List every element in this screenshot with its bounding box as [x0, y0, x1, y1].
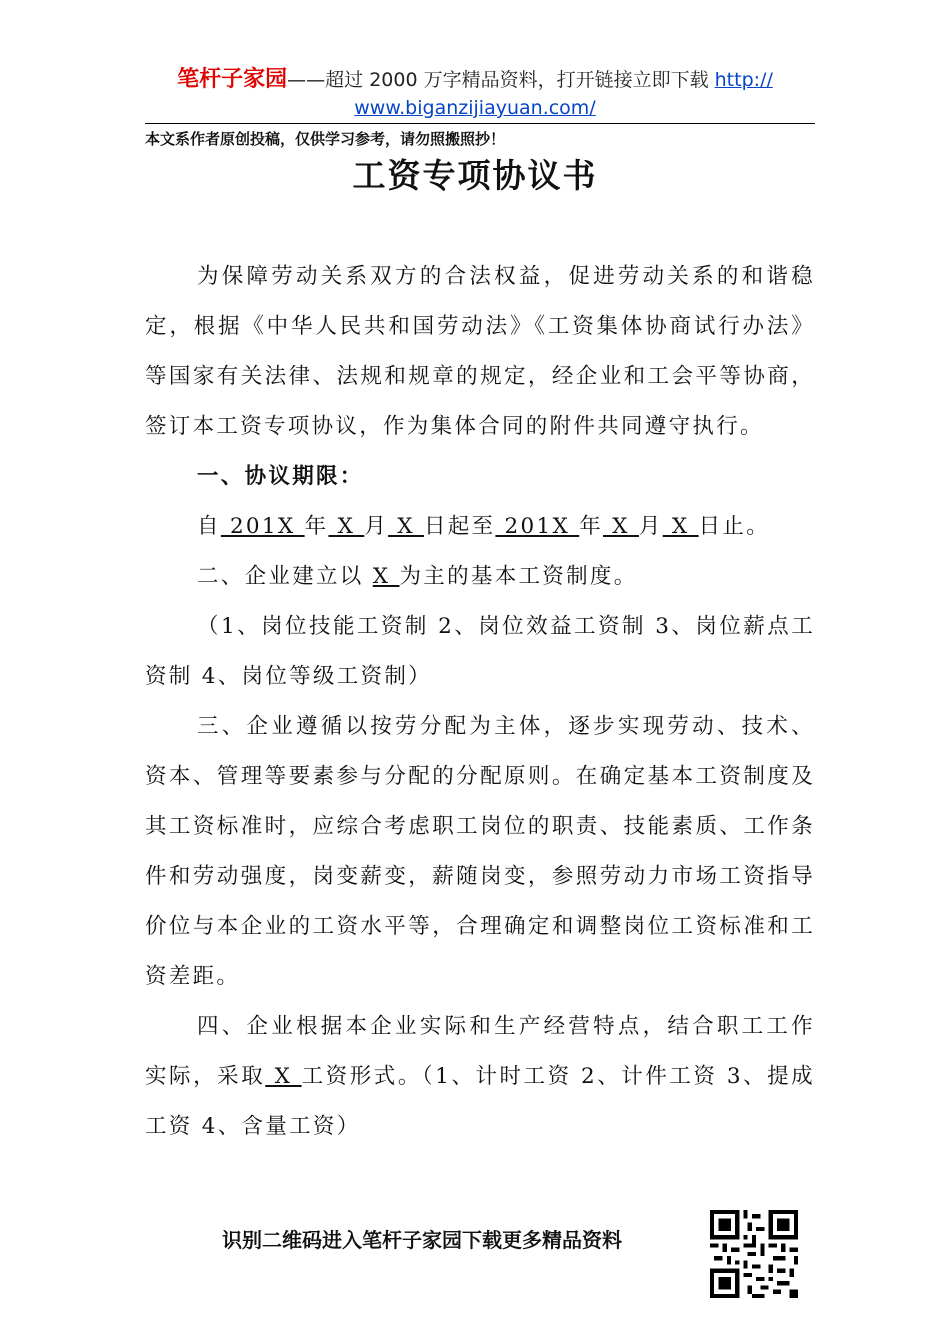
year-label: 年 — [304, 514, 329, 539]
item-4-blank: X — [265, 1064, 302, 1089]
item-4-prefix: 四、企业根据本企业实际和生产经营特点，结合职工工作实际，采取 — [145, 1014, 815, 1089]
section-heading-term: 一、协议期限： — [197, 464, 364, 489]
item-2-options: （1、岗位技能工资制 2、岗位效益工资制 3、岗位薪点工资制 4、岗位等级工资制） — [145, 614, 815, 689]
header-tagline: ——超过 2000 万字精品资料，打开链接立即下载 — [287, 69, 715, 91]
start-month-blank: X — [328, 514, 365, 539]
site-header — [0, 66, 950, 122]
copyright-notice: 本文系作者原创投稿，仅供学习参考，请勿照搬照抄！ — [145, 130, 506, 148]
site-link-part1[interactable]: http:// — [714, 69, 773, 91]
qr-code-icon[interactable] — [710, 1210, 798, 1298]
end-year-blank: 201X — [495, 514, 580, 539]
header-divider — [145, 123, 815, 124]
from-label: 日起至 — [424, 514, 496, 539]
start-year-blank: 201X — [220, 514, 305, 539]
end-month-blank: X — [603, 514, 639, 539]
document-body — [145, 252, 815, 1152]
item-2 — [145, 552, 815, 602]
end-day-blank: X — [662, 514, 699, 539]
item-4-suffix: 工资形式。（1、计时工资 2、计件工资 3、提成工资 4、含量工资） — [145, 1064, 815, 1139]
term-prefix: 自 — [197, 514, 221, 539]
item-2-blank: X — [372, 564, 400, 589]
document-title: 工资专项协议书 — [352, 156, 598, 195]
start-day-blank: X — [388, 514, 424, 539]
item-2-suffix: 为主的基本工资制度。 — [399, 564, 638, 589]
term-line — [145, 502, 815, 552]
end-label: 日止。 — [698, 514, 770, 539]
footer-caption: 识别二维码进入笔杆子家园下载更多精品资料 — [222, 1228, 622, 1252]
brand-name: 笔杆子家园 — [177, 67, 288, 92]
intro-paragraph: 为保障劳动关系双方的合法权益，促进劳动关系的和谐稳定，根据《中华人民共和国劳动法》《工资集体协商试行办法》等国家有关法律、法规和规章的规定，经企业和工会平等协商，签订本工资专项协议，作为集体合同的附件共同遵守执行。 — [145, 264, 815, 439]
month-label-2: 月 — [638, 514, 663, 539]
site-link-part2[interactable]: www.biganzijiayuan.com/ — [354, 97, 596, 119]
item-3: 三、企业遵循以按劳分配为主体，逐步实现劳动、技术、资本、管理等要素参与分配的分配原则。在确定基本工资制度及其工资标准时，应综合考虑职工岗位的职责、技能素质、工作条件和劳动强度，岗变薪变，薪随岗变，参照劳动力市场工资指导价位与本企业的工资水平等，合理确定和调整岗位工资标准和工资差距。 — [145, 714, 815, 989]
year-label-2: 年 — [579, 514, 604, 539]
item-2-prefix: 二、企业建立以 — [197, 564, 373, 589]
month-label: 月 — [364, 514, 389, 539]
item-4 — [145, 1002, 815, 1152]
